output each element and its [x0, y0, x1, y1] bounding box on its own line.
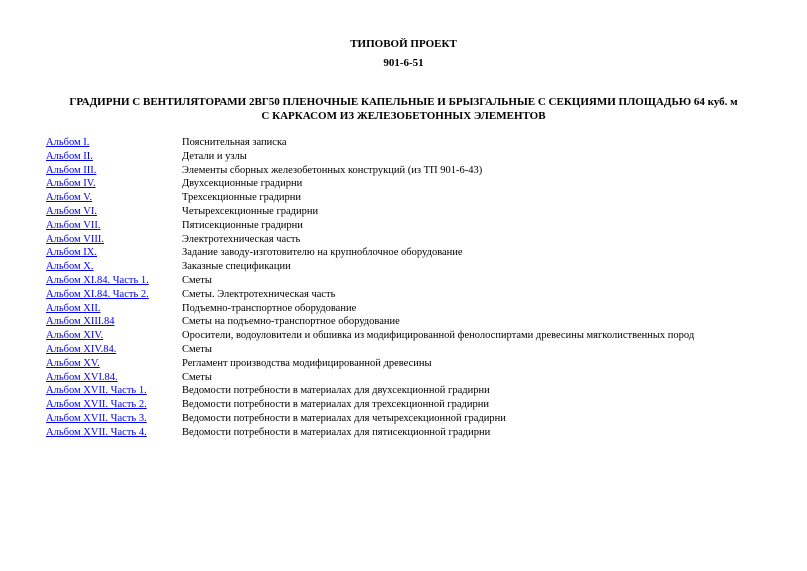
- album-description: Регламент производства модифицированной древесины: [182, 357, 432, 369]
- album-link[interactable]: Альбом V.: [46, 192, 93, 204]
- album-row: [46, 288, 786, 302]
- album-description: Детали и узлы: [182, 150, 247, 162]
- album-link[interactable]: Альбом XVI.84.: [46, 371, 118, 383]
- album-link-cell: [46, 177, 182, 191]
- album-row: [46, 426, 786, 440]
- album-row: [46, 177, 786, 191]
- album-description: Заказные спецификации: [182, 261, 291, 273]
- album-description: Двухсекционные градирни: [182, 178, 303, 190]
- album-link-cell: [46, 357, 182, 371]
- album-row: [46, 329, 786, 343]
- album-link-cell: [46, 164, 182, 178]
- album-link[interactable]: Альбом IV.: [46, 178, 96, 190]
- album-link[interactable]: Альбом XIII.84: [46, 316, 115, 328]
- album-description: Электротехническая часть: [182, 233, 301, 245]
- album-link[interactable]: Альбом XI.84. Часть 2.: [46, 288, 149, 300]
- album-description: Элементы сборных железобетонных конструкций (из ТП 901-6-43): [182, 164, 483, 176]
- album-row: [46, 191, 786, 205]
- album-link-cell: [46, 150, 182, 164]
- album-row: [46, 302, 786, 316]
- album-link-cell: [46, 329, 182, 343]
- album-description: Оросители, водоуловители и обшивка из модифицированной фенолоспиртами древесины мягколиственных пород: [182, 330, 695, 342]
- album-link-cell: [46, 426, 182, 440]
- album-link-cell: [46, 191, 182, 205]
- album-row: [46, 371, 786, 385]
- album-link[interactable]: Альбом III.: [46, 164, 97, 176]
- album-description: Ведомости потребности в материалах для двухсекционной градирни: [182, 385, 490, 397]
- album-link[interactable]: Альбом XVII. Часть 2.: [46, 399, 147, 411]
- album-link[interactable]: Альбом XV.: [46, 357, 100, 369]
- album-link-cell: [46, 274, 182, 288]
- album-link-cell: [46, 315, 182, 329]
- album-description: Сметы: [182, 274, 212, 286]
- album-description: Сметы: [182, 343, 212, 355]
- album-link-cell: [46, 288, 182, 302]
- album-description: Подъемно-транспортное оборудование: [182, 302, 357, 314]
- album-link[interactable]: Альбом XVII. Часть 3.: [46, 412, 147, 424]
- album-link[interactable]: Альбом X.: [46, 261, 94, 273]
- album-row: [46, 274, 786, 288]
- album-description: Ведомости потребности в материалах для пятисекционной градирни: [182, 426, 491, 438]
- document-type-heading: ТИПОВОЙ ПРОЕКТ: [350, 38, 457, 50]
- album-description: Четырехсекционные градирни: [182, 205, 319, 217]
- album-link-cell: [46, 412, 182, 426]
- album-link-cell: [46, 260, 182, 274]
- album-link[interactable]: Альбом VII.: [46, 219, 101, 231]
- album-row: [46, 343, 786, 357]
- album-link-cell: [46, 219, 182, 233]
- album-link[interactable]: Альбом XIV.: [46, 330, 104, 342]
- album-row: [46, 150, 786, 164]
- project-title-line-1: ГРАДИРНИ С ВЕНТИЛЯТОРАМИ 2ВГ50 ПЛЕНОЧНЫЕ КАПЕЛЬНЫЕ И БРЫЗГАЛЬНЫЕ С СЕКЦИЯМИ ПЛОЩАДЬЮ 64 куб. м: [69, 96, 738, 108]
- album-description: Ведомости потребности в материалах для четырехсекционной градирни: [182, 412, 506, 424]
- album-description: Ведомости потребности в материалах для трехсекционной градирни: [182, 399, 489, 411]
- album-link-cell: [46, 302, 182, 316]
- album-description: Задание заводу-изготовителю на крупноблочное оборудование: [182, 247, 463, 259]
- album-link-cell: [46, 371, 182, 385]
- album-description: Пятисекционные градирни: [182, 219, 303, 231]
- album-link-cell: [46, 233, 182, 247]
- album-link[interactable]: Альбом XI.84. Часть 1.: [46, 274, 149, 286]
- album-description: Пояснительная записка: [182, 137, 287, 148]
- album-link-cell: [46, 343, 182, 357]
- album-link[interactable]: Альбом XII.: [46, 302, 101, 314]
- album-link-cell: [46, 205, 182, 219]
- album-row: [46, 412, 786, 426]
- album-link[interactable]: Альбом XVII. Часть 4.: [46, 426, 147, 438]
- album-row: [46, 136, 786, 150]
- album-link[interactable]: Альбом II.: [46, 150, 93, 162]
- album-description: Трехсекционные градирни: [182, 192, 302, 204]
- album-link-cell: [46, 246, 182, 260]
- album-row: [46, 219, 786, 233]
- album-link-cell: [46, 398, 182, 412]
- album-row: [46, 260, 786, 274]
- album-link[interactable]: Альбом VIII.: [46, 233, 104, 245]
- album-link[interactable]: Альбом VI.: [46, 205, 97, 217]
- album-link[interactable]: Альбом XVII. Часть 1.: [46, 385, 147, 397]
- album-link[interactable]: Альбом XIV.84.: [46, 343, 117, 355]
- album-row: [46, 315, 786, 329]
- album-row: [46, 246, 786, 260]
- album-link[interactable]: Альбом I.: [46, 137, 90, 148]
- album-list: [46, 136, 786, 440]
- album-row: [46, 398, 786, 412]
- album-link[interactable]: Альбом IX.: [46, 247, 97, 259]
- album-row: [46, 164, 786, 178]
- project-title-line-2: С КАРКАСОМ ИЗ ЖЕЛЕЗОБЕТОННЫХ ЭЛЕМЕНТОВ: [261, 110, 546, 122]
- album-link-cell: [46, 136, 182, 150]
- album-description: Сметы. Электротехническая часть: [182, 288, 336, 300]
- album-row: [46, 384, 786, 398]
- album-row: [46, 205, 786, 219]
- album-row: [46, 233, 786, 247]
- album-link-cell: [46, 384, 182, 398]
- album-description: Сметы: [182, 371, 212, 383]
- project-code-heading: 901-6-51: [383, 57, 424, 69]
- album-description: Сметы на подъемно-транспортное оборудование: [182, 316, 400, 328]
- album-row: [46, 357, 786, 371]
- album-list-body: [46, 136, 786, 440]
